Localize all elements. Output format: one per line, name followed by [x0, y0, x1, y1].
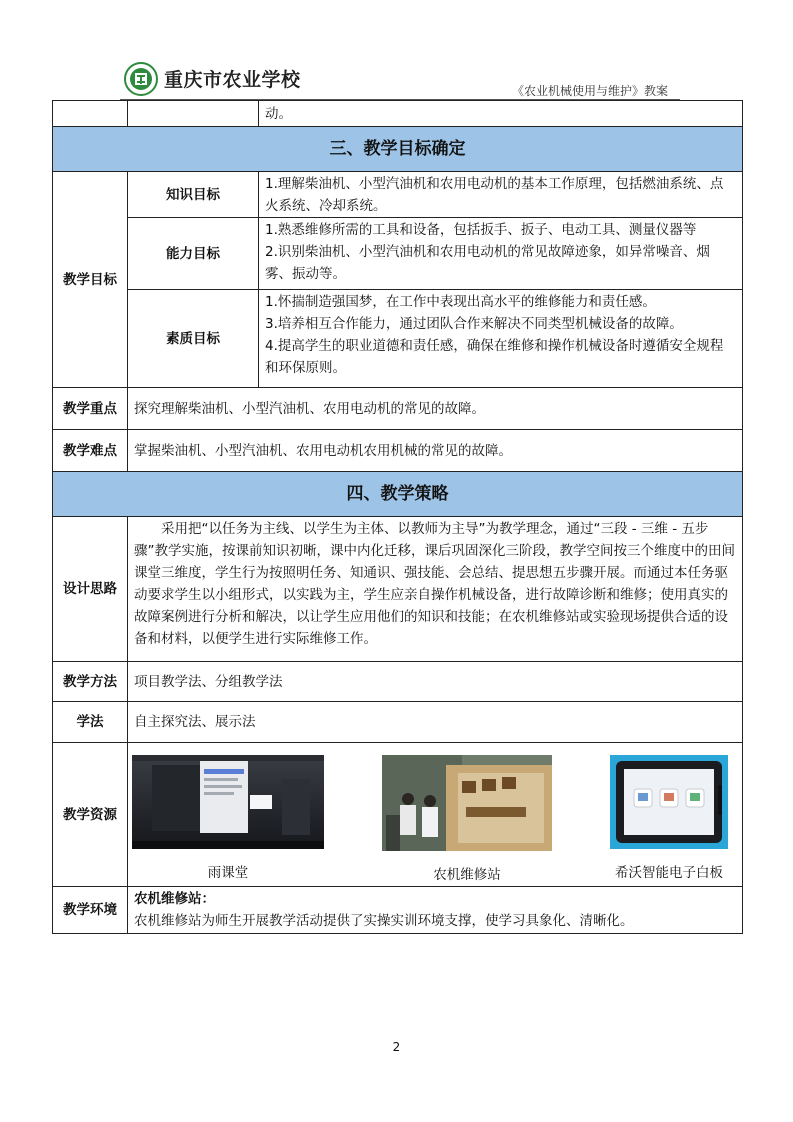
environment-row [53, 887, 743, 934]
quality-goal-line: 3.培养相互合作能力，通过团队合作来解决不同类型机械设备的故障。 [265, 316, 683, 332]
design-row [53, 517, 743, 662]
page-header [120, 58, 680, 102]
knowledge-goal-content [259, 172, 743, 218]
ability-goal-content [259, 218, 743, 290]
environment-text: 农机维修站为师生开展教学活动提供了实操实训环境支撑，使学习具象化、清晰化。 [134, 913, 634, 929]
difficult-points-label: 教学难点 [53, 430, 128, 472]
quality-goal-content [259, 290, 743, 388]
rain-classroom-caption: 雨课堂 [207, 865, 249, 881]
learning-method-text: 自主探究法、展示法 [128, 702, 743, 743]
environment-label: 教学环境 [53, 887, 128, 934]
ability-goal-line: 2.识别柴油机、小型汽油机和农用电动机的常见故障迹象，如异常噪音、烟雾、振动等。 [265, 244, 710, 282]
resources-label: 教学资源 [53, 743, 128, 887]
continuation-row [53, 101, 743, 127]
key-points-row [53, 388, 743, 430]
difficult-points-row [53, 430, 743, 472]
teaching-method-row [53, 662, 743, 702]
section-3-title: 三、教学目标确定 [53, 127, 743, 172]
section-4-header [53, 472, 743, 517]
knowledge-goal-row [53, 172, 743, 218]
continuation-text: 动。 [259, 101, 743, 127]
whiteboard-caption: 希沃智能电子白板 [615, 865, 723, 881]
resources-row [53, 743, 743, 887]
quality-goal-line: 4.提高学生的职业道德和责任感，确保在维修和操作机械设备时遵循安全规程和环保原则。 [265, 338, 724, 376]
ability-goal-line: 1.熟悉维修所需的工具和设备，包括扳手、扳子、电动工具、测量仪器等 [265, 222, 697, 238]
key-points-label: 教学重点 [53, 388, 128, 430]
repair-station-caption: 农机维修站 [433, 867, 501, 883]
difficult-points-text: 掌握柴油机、小型汽油机、农用电动机农用机械的常见的故障。 [128, 430, 743, 472]
smart-whiteboard-image [610, 755, 728, 849]
knowledge-goal-label: 知识目标 [128, 172, 259, 218]
school-logo-icon [124, 62, 158, 96]
quality-goal-line: 1.怀揣制造强国梦，在工作中表现出高水平的维修能力和责任感。 [265, 294, 656, 310]
learning-method-label: 学法 [53, 702, 128, 743]
key-points-text: 探究理解柴油机、小型汽油机、农用电动机的常见的故障。 [128, 388, 743, 430]
school-name: 重庆市农业学校 [164, 69, 301, 91]
knowledge-goal-line: 1.理解柴油机、小型汽油机和农用电动机的基本工作原理，包括燃油系统、点火系统、冷却系统。 [265, 176, 724, 214]
resource-images [128, 743, 742, 886]
teaching-method-text: 项目教学法、分组教学法 [128, 662, 743, 702]
design-text: 采用把“以任务为主线、以学生为主体、以教师为主导”为教学理念，通过“三段 - 三维 - 五步骤”教学实施，按课前知识初晰，课中内化迁移，课后巩固深化三阶段，教学空间按三个维度中的田间课堂三维度，学生行为按照明任务、知通识、强技能、会总结、提思想五步骤开展。而通过本任务驱动要求学生以小组形式，以实践为主，学生应亲自操作机械设备，进行故障诊断和维修；使用真实的故障案例进行分析和解决，以让学生应用他们的知识和技能；在农机维修站或实验现场提供合适的设备和材料，以便学生进行实际维修工作。 [128, 517, 743, 662]
environment-subtitle: 农机维修站： [134, 891, 215, 907]
teaching-method-label: 教学方法 [53, 662, 128, 702]
repair-station-resource [382, 755, 552, 886]
learning-method-row [53, 702, 743, 743]
rain-classroom-image [132, 755, 324, 849]
page-number: 2 [392, 1040, 401, 1054]
ability-goal-label: 能力目标 [128, 218, 259, 290]
resources-content [128, 743, 743, 887]
lesson-plan-table [52, 100, 743, 934]
ability-goal-row [53, 218, 743, 290]
teaching-goals-label: 教学目标 [53, 172, 128, 388]
quality-goal-label: 素质目标 [128, 290, 259, 388]
rain-classroom-resource [132, 755, 324, 886]
document-title: 《农业机械使用与维护》教案 [511, 84, 668, 98]
design-label: 设计思路 [53, 517, 128, 662]
repair-station-image [382, 755, 552, 851]
section-4-title: 四、教学策略 [53, 472, 743, 517]
quality-goal-row [53, 290, 743, 388]
environment-content [128, 887, 743, 934]
section-3-header [53, 127, 743, 172]
whiteboard-resource [610, 755, 728, 886]
